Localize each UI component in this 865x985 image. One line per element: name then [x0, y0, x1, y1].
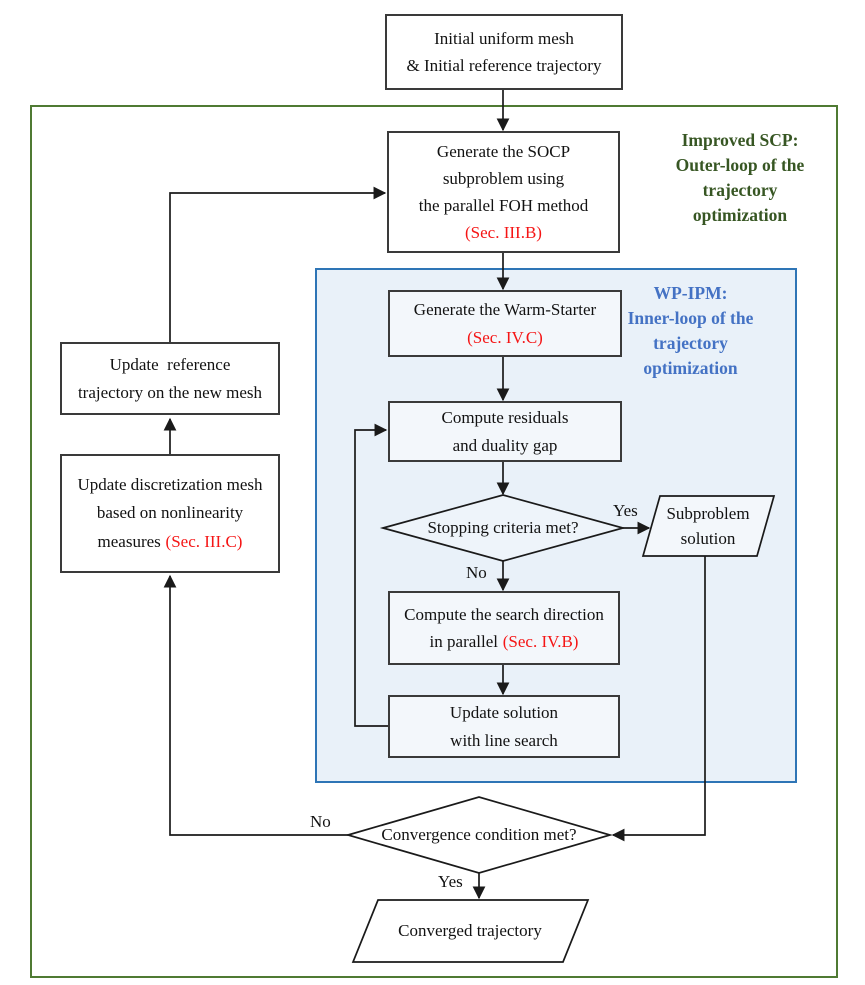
node-text: Compute the search direction	[404, 604, 604, 624]
inner-loop-label	[598, 281, 783, 380]
node-text: trajectory on the new mesh	[77, 382, 263, 402]
node-update-mesh	[60, 454, 280, 573]
edge-convergence-no-to-updatemesh	[170, 576, 348, 835]
section-ref: (Sec. IV.B)	[502, 632, 579, 651]
node-compute-residuals	[388, 401, 622, 462]
outer-loop-label-line: optimization	[692, 204, 788, 225]
outer-loop-label	[645, 128, 835, 227]
edge-label-stopping-yes: Yes	[613, 501, 638, 520]
outer-loop-label-line: Improved SCP:	[681, 130, 799, 150]
node-text: in parallel	[429, 632, 498, 651]
node-text: based on nonlinearity	[96, 503, 244, 523]
subproblem-solution-label	[648, 500, 768, 552]
node-text: measures	[97, 531, 161, 551]
node-text: Convergence condition met?	[381, 824, 577, 844]
node-text: Converged trajectory	[398, 920, 542, 940]
node-text: solution	[680, 529, 736, 548]
node-text: subproblem using	[442, 168, 565, 188]
stopping-decision-label	[383, 518, 623, 538]
node-text	[98, 528, 243, 556]
inner-loop-label-line: WP-IPM:	[653, 283, 728, 303]
node-update-solution	[388, 695, 620, 758]
edge-label-convergence-yes: Yes	[438, 872, 463, 891]
node-initial-mesh	[385, 14, 623, 90]
edge-updatesolution-loop-to-residuals	[355, 430, 388, 726]
node-text: the parallel FOH method	[418, 196, 589, 215]
section-ref: (Sec. III.C)	[165, 531, 243, 551]
node-text: Stopping criteria met?	[427, 517, 579, 537]
section-ref: (Sec. IV.C)	[467, 327, 543, 347]
inner-loop-label-line: Inner-loop of the	[627, 307, 754, 328]
edge-label-convergence-no: No	[310, 812, 331, 831]
node-text: Generate the SOCP	[436, 141, 571, 161]
node-text: with line search	[450, 730, 558, 750]
node-search-direction	[388, 591, 620, 665]
node-generate-socp	[387, 131, 620, 253]
node-text: & Initial reference trajectory	[406, 56, 602, 75]
node-text: Update reference	[109, 355, 231, 375]
node-warm-starter	[388, 290, 622, 357]
node-text: Generate the Warm-Starter	[413, 300, 597, 320]
node-text: Compute residuals	[441, 408, 569, 428]
converged-trajectory-label	[370, 920, 570, 942]
node-update-reference	[60, 342, 280, 415]
convergence-decision-label	[359, 825, 599, 845]
node-text: Update solution	[449, 703, 559, 723]
node-text: Update discretization mesh	[77, 475, 263, 495]
node-text: Initial uniform mesh	[434, 28, 574, 48]
node-text: Subproblem	[666, 503, 750, 523]
inner-loop-label-line: optimization	[643, 357, 738, 378]
edge-label-stopping-no: No	[466, 563, 487, 582]
outer-loop-label-line: trajectory	[702, 179, 778, 200]
edge-updatereference-to-socp	[170, 193, 385, 342]
outer-loop-label-line: Outer-loop of the	[675, 154, 805, 175]
edge-subproblem-to-convergence	[613, 556, 705, 835]
node-text: and duality gap	[452, 435, 558, 455]
inner-loop-label-line: trajectory	[653, 332, 728, 353]
section-ref: (Sec. III.B)	[465, 223, 542, 243]
node-text	[430, 628, 579, 655]
